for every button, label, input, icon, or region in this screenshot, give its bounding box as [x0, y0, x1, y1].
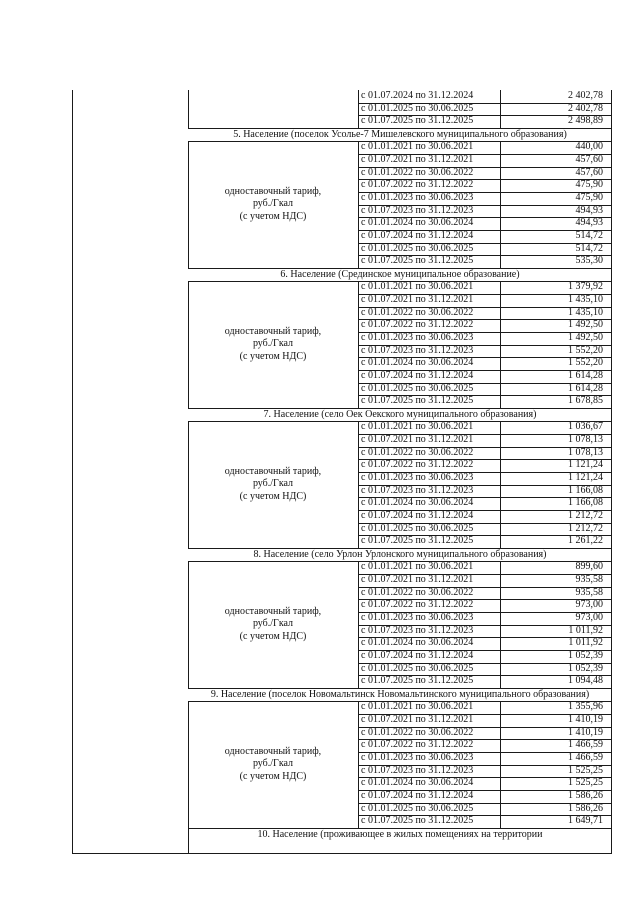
value-cell: 1 410,19 [568, 726, 603, 738]
tariff-label: руб./Гкал [252, 198, 294, 210]
section-title: 8. Население (село Урлон Урлонского муниципального образования) [253, 549, 547, 561]
period-cell: с 01.07.2021 по 31.12.2021 [361, 153, 474, 165]
period-cell: с 01.01.2024 по 30.06.2024 [361, 357, 474, 369]
value-cell: 2 498,89 [568, 115, 603, 127]
tariff-label: (с учетом НДС) [239, 350, 307, 362]
period-cell: с 01.07.2025 по 31.12.2025 [361, 395, 474, 407]
column-divider [358, 90, 359, 128]
period-cell: с 01.07.2021 по 31.12.2021 [361, 433, 474, 445]
period-cell: с 01.01.2022 по 30.06.2022 [361, 446, 474, 458]
period-cell: с 01.07.2022 по 31.12.2022 [361, 319, 474, 331]
period-cell: с 01.01.2025 по 30.06.2025 [361, 662, 474, 674]
tariff-label: одноставочный тариф, [224, 465, 322, 477]
column-divider [500, 561, 501, 688]
period-cell: с 01.01.2023 по 30.06.2023 [361, 191, 474, 203]
value-cell: 475,90 [575, 191, 603, 203]
period-cell: с 01.01.2023 по 30.06.2023 [361, 331, 474, 343]
value-cell: 1 492,50 [568, 331, 603, 343]
value-cell: 494,93 [575, 204, 603, 216]
column-divider [500, 281, 501, 408]
period-cell: с 01.07.2021 по 31.12.2021 [361, 573, 474, 585]
period-cell: с 01.07.2021 по 31.12.2021 [361, 293, 474, 305]
value-cell: 1 435,10 [568, 306, 603, 318]
value-cell: 1 614,28 [568, 382, 603, 394]
value-cell: 1 525,25 [568, 777, 603, 789]
tariff-table [72, 90, 612, 854]
value-cell: 1 078,13 [568, 446, 603, 458]
value-cell: 935,58 [575, 573, 603, 585]
column-divider [358, 421, 359, 548]
tariff-label: одноставочный тариф, [224, 185, 322, 197]
period-cell: с 01.01.2024 по 30.06.2024 [361, 777, 474, 789]
period-cell: с 01.07.2022 по 31.12.2022 [361, 179, 474, 191]
period-cell: с 01.07.2022 по 31.12.2022 [361, 599, 474, 611]
section-title: 10. Население (проживающее в жилых помещениях на территории [257, 829, 543, 841]
column-divider [358, 281, 359, 408]
value-cell: 2 402,78 [568, 90, 603, 101]
value-cell: 935,58 [575, 586, 603, 598]
period-cell: с 01.07.2022 по 31.12.2022 [361, 739, 474, 751]
value-cell: 1 261,22 [568, 535, 603, 547]
value-cell: 1 011,92 [568, 637, 603, 649]
tariff-label: одноставочный тариф, [224, 325, 322, 337]
value-cell: 1 586,26 [568, 790, 603, 801]
period-cell: с 01.07.2023 по 31.12.2023 [361, 484, 474, 496]
value-cell: 457,60 [575, 166, 603, 178]
period-cell: с 01.07.2025 по 31.12.2025 [361, 535, 474, 547]
period-cell: с 01.07.2023 по 31.12.2023 [361, 764, 474, 776]
period-cell: с 01.01.2022 по 30.06.2022 [361, 166, 474, 178]
value-cell: 1 379,92 [568, 281, 603, 293]
value-cell: 1 552,20 [568, 344, 603, 356]
period-cell: с 01.01.2024 по 30.06.2024 [361, 497, 474, 509]
value-cell: 973,00 [575, 611, 603, 623]
value-cell: 1 586,26 [568, 802, 603, 814]
value-cell: 440,00 [575, 141, 603, 153]
value-cell: 1 649,71 [568, 815, 603, 827]
period-cell: с 01.07.2024 по 31.12.2024 [361, 790, 474, 801]
period-cell: с 01.01.2025 по 30.06.2025 [361, 802, 474, 814]
period-cell: с 01.07.2021 по 31.12.2021 [361, 713, 474, 725]
value-cell: 1 355,96 [568, 701, 603, 713]
section-title: 5. Население (поселок Усолье-7 Мишелевского муниципального образования) [233, 129, 567, 141]
column-divider [500, 90, 501, 128]
value-cell: 1 121,24 [568, 471, 603, 483]
value-cell: 494,93 [575, 217, 603, 229]
period-cell: с 01.01.2021 по 30.06.2021 [361, 421, 474, 433]
value-cell: 973,00 [575, 599, 603, 611]
period-cell: с 01.01.2022 по 30.06.2022 [361, 726, 474, 738]
period-cell: с 01.07.2025 по 31.12.2025 [361, 115, 474, 127]
table-left-border [72, 90, 73, 854]
value-cell: 1 011,92 [568, 624, 603, 636]
column-divider [358, 141, 359, 268]
value-cell: 1 166,08 [568, 497, 603, 509]
section-title: 9. Население (поселок Новомальтинск Новомальтинского муниципального образования) [210, 689, 590, 701]
value-cell: 475,90 [575, 179, 603, 191]
tariff-label: руб./Гкал [252, 758, 294, 770]
value-cell: 514,72 [575, 242, 603, 254]
period-cell: с 01.01.2022 по 30.06.2022 [361, 586, 474, 598]
column-divider [358, 701, 359, 828]
value-cell: 1 492,50 [568, 319, 603, 331]
column-divider [188, 90, 189, 128]
period-cell: с 01.01.2021 по 30.06.2021 [361, 141, 474, 153]
tariff-label: (с учетом НДС) [239, 490, 307, 502]
tariff-label: одноставочный тариф, [224, 605, 322, 617]
value-cell: 1 466,59 [568, 739, 603, 751]
period-cell: с 01.01.2025 по 30.06.2025 [361, 102, 474, 114]
value-cell: 899,60 [575, 561, 603, 573]
value-cell: 1 212,72 [568, 510, 603, 521]
value-cell: 1 410,19 [568, 713, 603, 725]
period-cell: с 01.07.2024 по 31.12.2024 [361, 510, 474, 521]
value-cell: 1 678,85 [568, 395, 603, 407]
period-cell: с 01.01.2021 по 30.06.2021 [361, 701, 474, 713]
value-cell: 535,30 [575, 255, 603, 267]
tariff-label: руб./Гкал [252, 338, 294, 350]
period-cell: с 01.07.2024 по 31.12.2024 [361, 370, 474, 381]
period-cell: с 01.01.2023 по 30.06.2023 [361, 471, 474, 483]
value-cell: 1 094,48 [568, 675, 603, 687]
tariff-label: (с учетом НДС) [239, 770, 307, 782]
period-cell: с 01.07.2022 по 31.12.2022 [361, 459, 474, 471]
period-cell: с 01.01.2025 по 30.06.2025 [361, 522, 474, 534]
period-cell: с 01.07.2025 по 31.12.2025 [361, 675, 474, 687]
section-title: 7. Население (село Оек Оекского муниципального образования) [263, 409, 537, 421]
period-cell: с 01.07.2025 по 31.12.2025 [361, 815, 474, 827]
tariff-label: руб./Гкал [252, 478, 294, 490]
tariff-label: (с учетом НДС) [239, 630, 307, 642]
period-cell: с 01.07.2024 по 31.12.2024 [361, 650, 474, 661]
column-divider [500, 421, 501, 548]
tariff-label: (с учетом НДС) [239, 210, 307, 222]
column-divider [500, 141, 501, 268]
value-cell: 1 212,72 [568, 522, 603, 534]
period-cell: с 01.01.2025 по 30.06.2025 [361, 382, 474, 394]
period-cell: с 01.07.2023 по 31.12.2023 [361, 344, 474, 356]
period-cell: с 01.07.2023 по 31.12.2023 [361, 624, 474, 636]
period-cell: с 01.01.2021 по 30.06.2021 [361, 561, 474, 573]
table-bottom-border [72, 853, 612, 854]
tariff-label: одноставочный тариф, [224, 745, 322, 757]
value-cell: 457,60 [575, 153, 603, 165]
period-cell: с 01.07.2024 по 31.12.2024 [361, 230, 474, 241]
value-cell: 514,72 [575, 230, 603, 241]
column-divider [358, 561, 359, 688]
period-cell: с 01.07.2023 по 31.12.2023 [361, 204, 474, 216]
period-cell: с 01.01.2025 по 30.06.2025 [361, 242, 474, 254]
value-cell: 2 402,78 [568, 102, 603, 114]
period-cell: с 01.01.2023 по 30.06.2023 [361, 611, 474, 623]
value-cell: 1 435,10 [568, 293, 603, 305]
tariff-label: руб./Гкал [252, 618, 294, 630]
period-cell: с 01.07.2025 по 31.12.2025 [361, 255, 474, 267]
value-cell: 1 614,28 [568, 370, 603, 381]
value-cell: 1 052,39 [568, 650, 603, 661]
value-cell: 1 466,59 [568, 751, 603, 763]
value-cell: 1 525,25 [568, 764, 603, 776]
period-cell: с 01.01.2023 по 30.06.2023 [361, 751, 474, 763]
period-cell: с 01.01.2022 по 30.06.2022 [361, 306, 474, 318]
value-cell: 1 552,20 [568, 357, 603, 369]
period-cell: с 01.01.2021 по 30.06.2021 [361, 281, 474, 293]
value-cell: 1 078,13 [568, 433, 603, 445]
value-cell: 1 052,39 [568, 662, 603, 674]
period-cell: с 01.01.2024 по 30.06.2024 [361, 217, 474, 229]
period-cell: с 01.01.2024 по 30.06.2024 [361, 637, 474, 649]
value-cell: 1 166,08 [568, 484, 603, 496]
period-cell: с 01.07.2024 по 31.12.2024 [361, 90, 474, 101]
value-cell: 1 121,24 [568, 459, 603, 471]
section-title: 6. Население (Срединское муниципальное образование) [280, 269, 520, 281]
column-divider [500, 701, 501, 828]
value-cell: 1 036,67 [568, 421, 603, 433]
